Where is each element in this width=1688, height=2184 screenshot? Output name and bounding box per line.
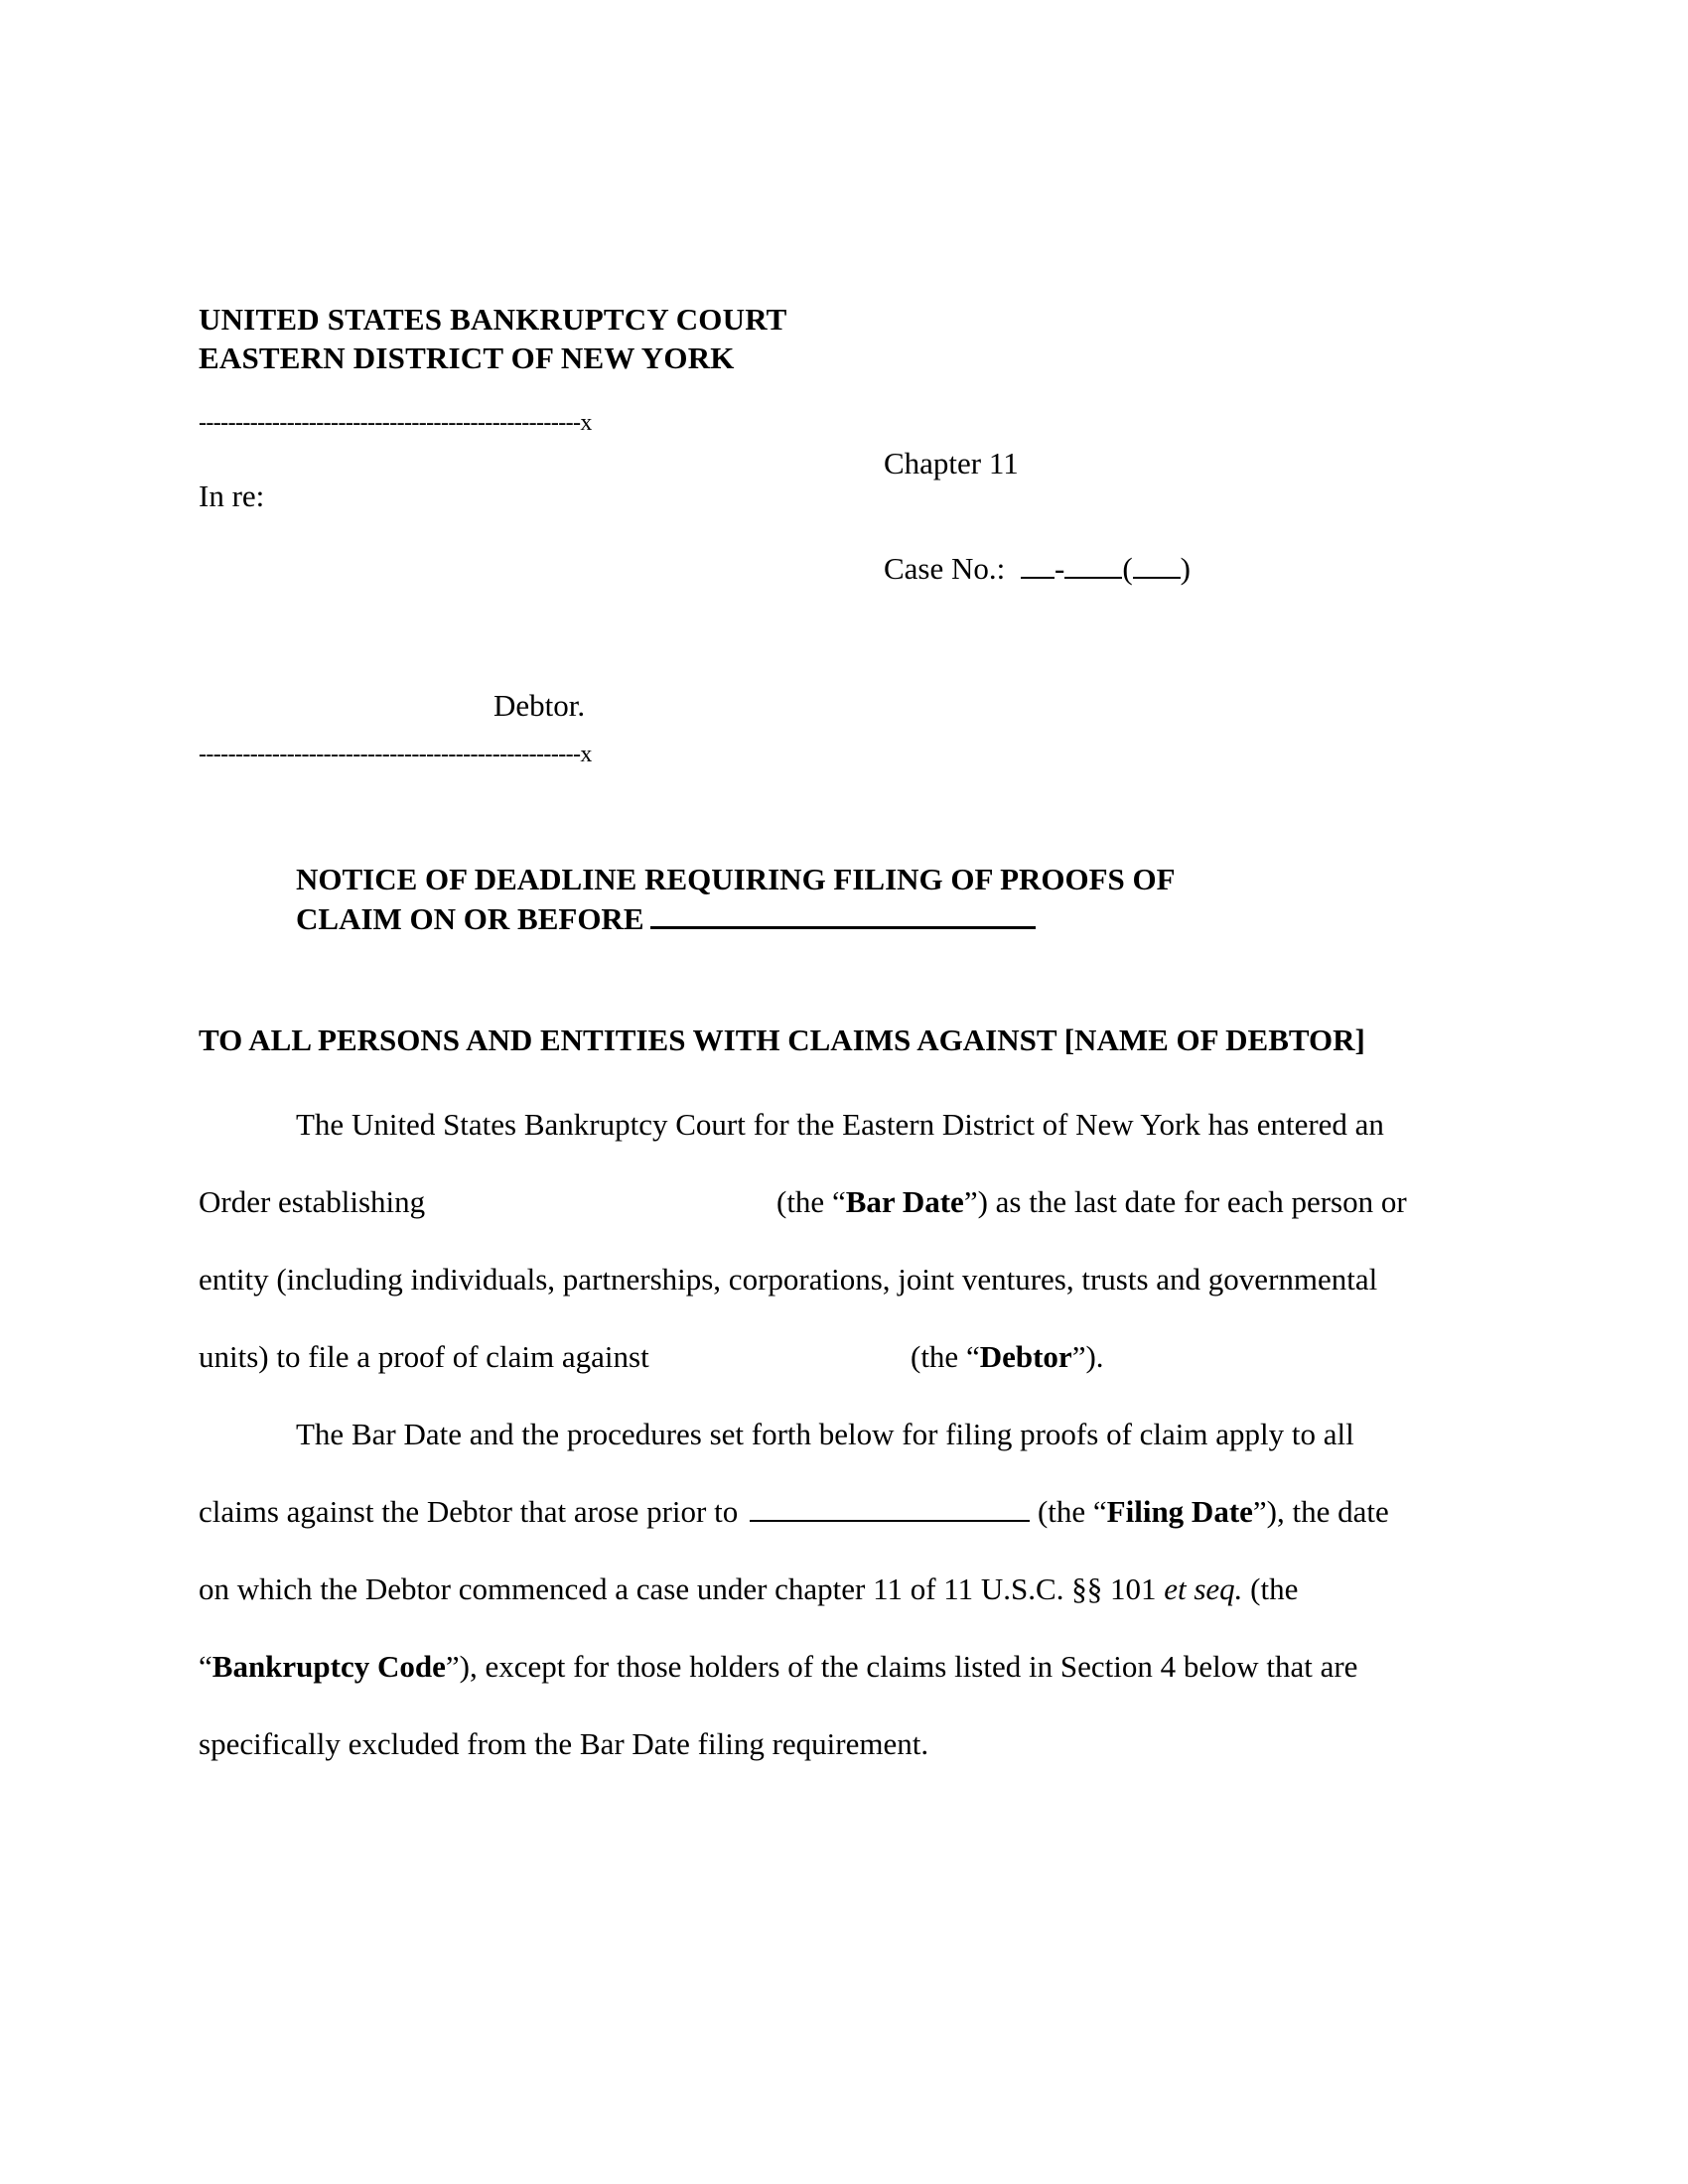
bar-date-title-blank [650, 900, 1036, 929]
p1-line-4-debtor [911, 1339, 1104, 1375]
chapter-label: Chapter 11 [884, 446, 1019, 480]
p1-line-1: The United States Bankruptcy Court for the Eastern District of New York has entered an [296, 1107, 1384, 1142]
caption-bottom-separator: ----------------------------------------------------x [199, 742, 592, 767]
notice-title-text: CLAIM ON OR BEFORE [296, 901, 644, 936]
case-no-label: Case No.: [884, 551, 1006, 586]
bar-date-term: Bar Date [845, 1184, 964, 1219]
p2-bankruptcy-quote-open: “ [199, 1649, 212, 1684]
notice-title-line-1: NOTICE OF DEADLINE REQUIRING FILING OF PROOFS OF [296, 862, 1176, 896]
caption-top-separator: ----------------------------------------------------x [199, 410, 592, 436]
court-name: UNITED STATES BANKRUPTCY COURT [199, 302, 787, 337]
p2-line-1: The Bar Date and the procedures set forth below for filing proofs of claim apply to all [296, 1417, 1354, 1451]
p2-line-3-rest: (the [1250, 1571, 1299, 1606]
p1-line-2-rest: ”) as the last date for each person or [963, 1184, 1407, 1219]
p2-line-2-rest: ”), the date [1252, 1494, 1389, 1529]
p2-line-3-text: on which the Debtor commenced a case under chapter 11 of 11 U.S.C. §§ 101 [199, 1571, 1157, 1606]
case-no-paren-close: ) [1180, 551, 1191, 586]
et-seq: et seq. [1164, 1571, 1243, 1606]
filing-date-term: Filing Date [1106, 1494, 1253, 1529]
case-no-blank-2 [1064, 555, 1122, 579]
p2-line-2 [199, 1494, 1389, 1530]
filing-date-blank [750, 1498, 1030, 1522]
p2-line-4 [199, 1649, 1357, 1685]
p1-line-3: entity (including individuals, partnerships, corporations, joint ventures, trusts and governmental [199, 1262, 1378, 1297]
court-district: EASTERN DISTRICT OF NEW YORK [199, 341, 735, 375]
p2-line-4-rest: ”), except for those holders of the claims listed in Section 4 below that are [445, 1649, 1358, 1684]
p1-line-2-bar-date [776, 1184, 1407, 1220]
p2-line-3 [199, 1571, 1298, 1607]
p1-line-2: Order establishing [199, 1184, 426, 1219]
addressee-heading: TO ALL PERSONS AND ENTITIES WITH CLAIMS AGAINST [NAME OF DEBTOR] [199, 1023, 1365, 1057]
p2-line-5: specifically excluded from the Bar Date filing requirement. [199, 1726, 929, 1761]
case-number [884, 551, 1191, 587]
p1-debtor-quote-open: (the “ [911, 1339, 980, 1374]
p1-line-4: units) to file a proof of claim against [199, 1339, 649, 1374]
case-no-dash: - [1055, 551, 1065, 586]
debtor-term: Debtor [979, 1339, 1072, 1374]
case-no-blank-1 [1021, 555, 1055, 579]
bankruptcy-code-term: Bankruptcy Code [211, 1649, 446, 1684]
in-re-label: In re: [199, 478, 265, 513]
case-no-paren-open: ( [1122, 551, 1133, 586]
p1-quote-open: (the “ [776, 1184, 846, 1219]
case-no-blank-3 [1133, 555, 1181, 579]
p2-quote-open: (the “ [1037, 1494, 1107, 1529]
notice-title-line-2 [296, 900, 1036, 937]
debtor-label: Debtor. [493, 688, 586, 723]
p1-line-4-rest: ”). [1071, 1339, 1104, 1374]
p2-line-2-text: claims against the Debtor that arose prior to [199, 1494, 739, 1529]
